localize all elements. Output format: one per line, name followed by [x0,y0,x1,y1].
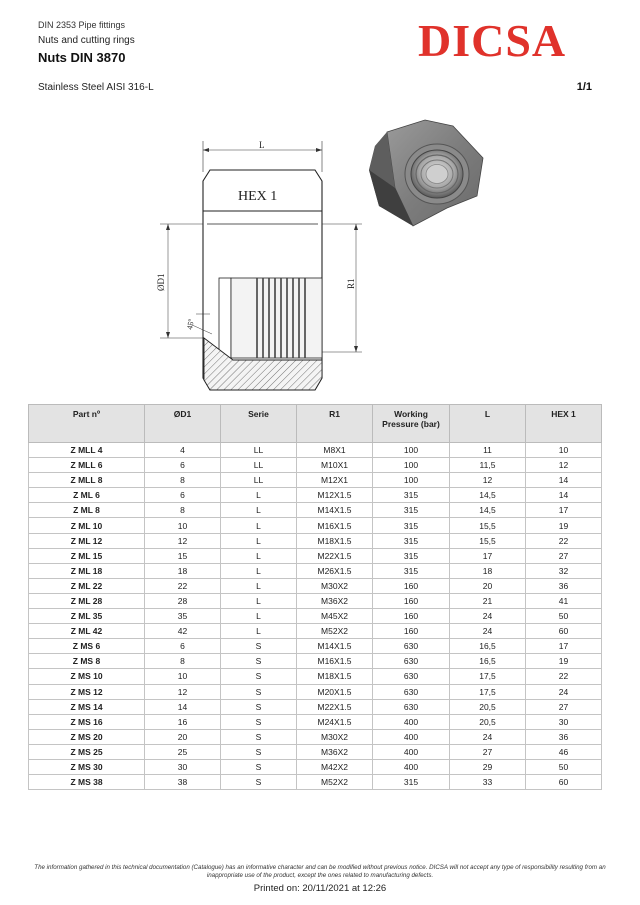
part-number-cell: Z MLL 8 [29,473,145,488]
part-number-cell: Z MS 10 [29,669,145,684]
page-number: 1/1 [576,81,592,93]
table-cell: M16X1.5 [297,654,373,669]
table-cell: 16,5 [450,639,526,654]
table-cell: LL [221,473,297,488]
table-cell: M12X1.5 [297,488,373,503]
table-cell: 12 [145,684,221,699]
column-header: L [450,405,526,443]
part-number-cell: Z ML 28 [29,593,145,608]
part-number-cell: Z MS 12 [29,684,145,699]
table-row [29,699,602,714]
table-cell: L [221,548,297,563]
table-cell: M36X2 [297,744,373,759]
table-cell: S [221,775,297,790]
table-cell: 315 [373,533,450,548]
table-row [29,593,602,608]
table-cell: 15,5 [450,518,526,533]
table-cell: 100 [373,473,450,488]
table-cell: 28 [145,593,221,608]
table-cell: 24 [450,729,526,744]
table-cell: S [221,699,297,714]
table-cell: 16,5 [450,654,526,669]
table-row [29,488,602,503]
part-number-cell: Z MS 6 [29,639,145,654]
table-row [29,609,602,624]
table-cell: 20 [145,729,221,744]
nut-section-drawing [150,138,365,393]
table-cell: M10X1 [297,458,373,473]
table-cell: 25 [145,744,221,759]
table-cell: S [221,654,297,669]
table-cell: 50 [526,609,602,624]
part-number-cell: Z ML 22 [29,578,145,593]
table-row [29,775,602,790]
table-row [29,533,602,548]
table-cell: S [221,684,297,699]
table-cell: L [221,503,297,518]
table-cell: 20,5 [450,714,526,729]
table-cell: 50 [526,759,602,774]
table-cell: L [221,533,297,548]
part-number-cell: Z ML 8 [29,503,145,518]
table-cell: 8 [145,654,221,669]
table-cell: 14 [526,488,602,503]
part-number-cell: Z ML 15 [29,548,145,563]
table-cell: 11,5 [450,458,526,473]
table-cell: 29 [450,759,526,774]
table-row [29,563,602,578]
table-cell: 15,5 [450,533,526,548]
table-cell: 10 [145,518,221,533]
table-cell: L [221,609,297,624]
table-cell: M8X1 [297,443,373,458]
table-row [29,473,602,488]
table-cell: 14 [145,699,221,714]
table-cell: 42 [145,624,221,639]
table-cell: 12 [450,473,526,488]
table-cell: 8 [145,503,221,518]
hex-label: HEX 1 [238,189,278,204]
table-cell: 46 [526,744,602,759]
table-cell: 27 [450,744,526,759]
table-cell: 160 [373,593,450,608]
table-row [29,503,602,518]
table-cell: M52X2 [297,624,373,639]
table-row [29,654,602,669]
table-cell: M22X1.5 [297,548,373,563]
table-cell: S [221,744,297,759]
table-cell: 17,5 [450,669,526,684]
table-cell: 20,5 [450,699,526,714]
table-cell: 10 [145,669,221,684]
table-row [29,714,602,729]
table-cell: M26X1.5 [297,563,373,578]
column-header: Working Pressure (bar) [373,405,450,443]
table-cell: M12X1 [297,473,373,488]
table-cell: 41 [526,593,602,608]
table-cell: 35 [145,609,221,624]
table-cell: M14X1.5 [297,639,373,654]
table-cell: S [221,669,297,684]
part-number-cell: Z MLL 4 [29,443,145,458]
part-number-cell: Z MS 14 [29,699,145,714]
table-row [29,684,602,699]
category-label: Nuts and cutting rings [38,35,135,46]
table-cell: S [221,729,297,744]
table-cell: S [221,759,297,774]
table-cell: 17 [526,639,602,654]
table-row [29,669,602,684]
nut-3d-image [365,118,490,233]
table-cell: M24X1.5 [297,714,373,729]
table-cell: 18 [450,563,526,578]
table-cell: 15 [145,548,221,563]
table-cell: 22 [526,533,602,548]
table-cell: 17 [526,503,602,518]
part-number-cell: Z MS 30 [29,759,145,774]
part-number-cell: Z ML 42 [29,624,145,639]
standard-label: DIN 2353 Pipe fittings [38,20,126,30]
table-row [29,518,602,533]
table-cell: 400 [373,759,450,774]
table-cell: 30 [145,759,221,774]
table-row [29,548,602,563]
table-cell: 32 [526,563,602,578]
table-cell: 315 [373,548,450,563]
table-cell: 14 [526,473,602,488]
part-number-cell: Z MS 16 [29,714,145,729]
table-cell: L [221,578,297,593]
table-cell: 17,5 [450,684,526,699]
table-cell: 315 [373,488,450,503]
table-cell: 160 [373,609,450,624]
table-cell: 630 [373,699,450,714]
table-cell: 630 [373,669,450,684]
table-cell: M16X1.5 [297,518,373,533]
brand-logo: DICSA [418,15,567,66]
column-header: HEX 1 [526,405,602,443]
table-header-row [29,405,602,443]
table-cell: 400 [373,729,450,744]
angle-label: 45º [185,318,196,331]
table-cell: 400 [373,714,450,729]
part-number-cell: Z MLL 6 [29,458,145,473]
part-number-cell: Z ML 35 [29,609,145,624]
table-cell: 100 [373,458,450,473]
table-cell: 12 [526,458,602,473]
table-row [29,729,602,744]
column-header: ØD1 [145,405,221,443]
table-cell: 30 [526,714,602,729]
table-cell: M52X2 [297,775,373,790]
table-cell: 11 [450,443,526,458]
table-cell: 6 [145,488,221,503]
table-cell: 27 [526,699,602,714]
table-cell: L [221,488,297,503]
table-cell: S [221,639,297,654]
table-cell: 19 [526,518,602,533]
table-cell: 160 [373,578,450,593]
part-number-cell: Z MS 8 [29,654,145,669]
table-cell: 22 [145,578,221,593]
table-cell: 630 [373,639,450,654]
table-cell: M42X2 [297,759,373,774]
parts-table [28,404,602,790]
table-cell: 24 [450,609,526,624]
part-number-cell: Z MS 25 [29,744,145,759]
table-cell: 630 [373,654,450,669]
table-cell: LL [221,443,297,458]
part-number-cell: Z ML 12 [29,533,145,548]
part-number-cell: Z ML 18 [29,563,145,578]
table-cell: L [221,593,297,608]
table-cell: 14,5 [450,488,526,503]
table-cell: L [221,563,297,578]
table-row [29,744,602,759]
table-row [29,759,602,774]
table-cell: M20X1.5 [297,684,373,699]
page-title: Nuts DIN 3870 [38,50,126,65]
table-cell: 315 [373,775,450,790]
table-cell: M45X2 [297,609,373,624]
table-cell: LL [221,458,297,473]
material-label: Stainless Steel AISI 316-L [38,82,154,93]
table-cell: M18X1.5 [297,533,373,548]
table-cell: 10 [526,443,602,458]
table-cell: 315 [373,563,450,578]
table-cell: 60 [526,775,602,790]
printed-date: Printed on: 20/11/2021 at 12:26 [253,883,387,894]
table-cell: M18X1.5 [297,669,373,684]
table-cell: 60 [526,624,602,639]
table-cell: 33 [450,775,526,790]
table-cell: 21 [450,593,526,608]
table-cell: M36X2 [297,593,373,608]
table-row [29,458,602,473]
table-cell: 315 [373,503,450,518]
table-cell: 24 [450,624,526,639]
part-number-cell: Z ML 10 [29,518,145,533]
table-cell: 315 [373,518,450,533]
dim-length-label: L [259,140,265,150]
table-cell: 17 [450,548,526,563]
table-row [29,443,602,458]
part-number-cell: Z MS 38 [29,775,145,790]
table-row [29,639,602,654]
table-cell: 8 [145,473,221,488]
table-cell: S [221,714,297,729]
table-cell: 6 [145,639,221,654]
table-cell: 16 [145,714,221,729]
table-cell: M14X1.5 [297,503,373,518]
table-cell: 36 [526,729,602,744]
table-cell: 14,5 [450,503,526,518]
table-row [29,624,602,639]
table-row [29,578,602,593]
table-cell: 12 [145,533,221,548]
table-cell: M30X2 [297,578,373,593]
table-cell: 100 [373,443,450,458]
column-header: Serie [221,405,297,443]
table-cell: 20 [450,578,526,593]
table-cell: 18 [145,563,221,578]
dim-thread-label: R1 [346,278,356,289]
table-cell: M30X2 [297,729,373,744]
table-cell: 6 [145,458,221,473]
table-cell: M22X1.5 [297,699,373,714]
table-cell: 36 [526,578,602,593]
table-cell: 630 [373,684,450,699]
table-cell: 27 [526,548,602,563]
table-cell: 22 [526,669,602,684]
table-cell: 24 [526,684,602,699]
part-number-cell: Z ML 6 [29,488,145,503]
part-number-cell: Z MS 20 [29,729,145,744]
table-cell: L [221,518,297,533]
table-cell: 160 [373,624,450,639]
table-cell: 38 [145,775,221,790]
column-header: R1 [297,405,373,443]
table-cell: 19 [526,654,602,669]
disclaimer-text: The information gathered in this technical documentation (Catalogue) has an informative character and can be modified without previous notice. DICSA will not accept any type of responsibility resulting from an inappropriate use of the product, except the ones related to manufacturing defects. [34,864,606,879]
column-header: Part nº [29,405,145,443]
table-cell: L [221,624,297,639]
dim-diameter-label: ØD1 [156,273,166,291]
table-cell: 4 [145,443,221,458]
table-cell: 400 [373,744,450,759]
